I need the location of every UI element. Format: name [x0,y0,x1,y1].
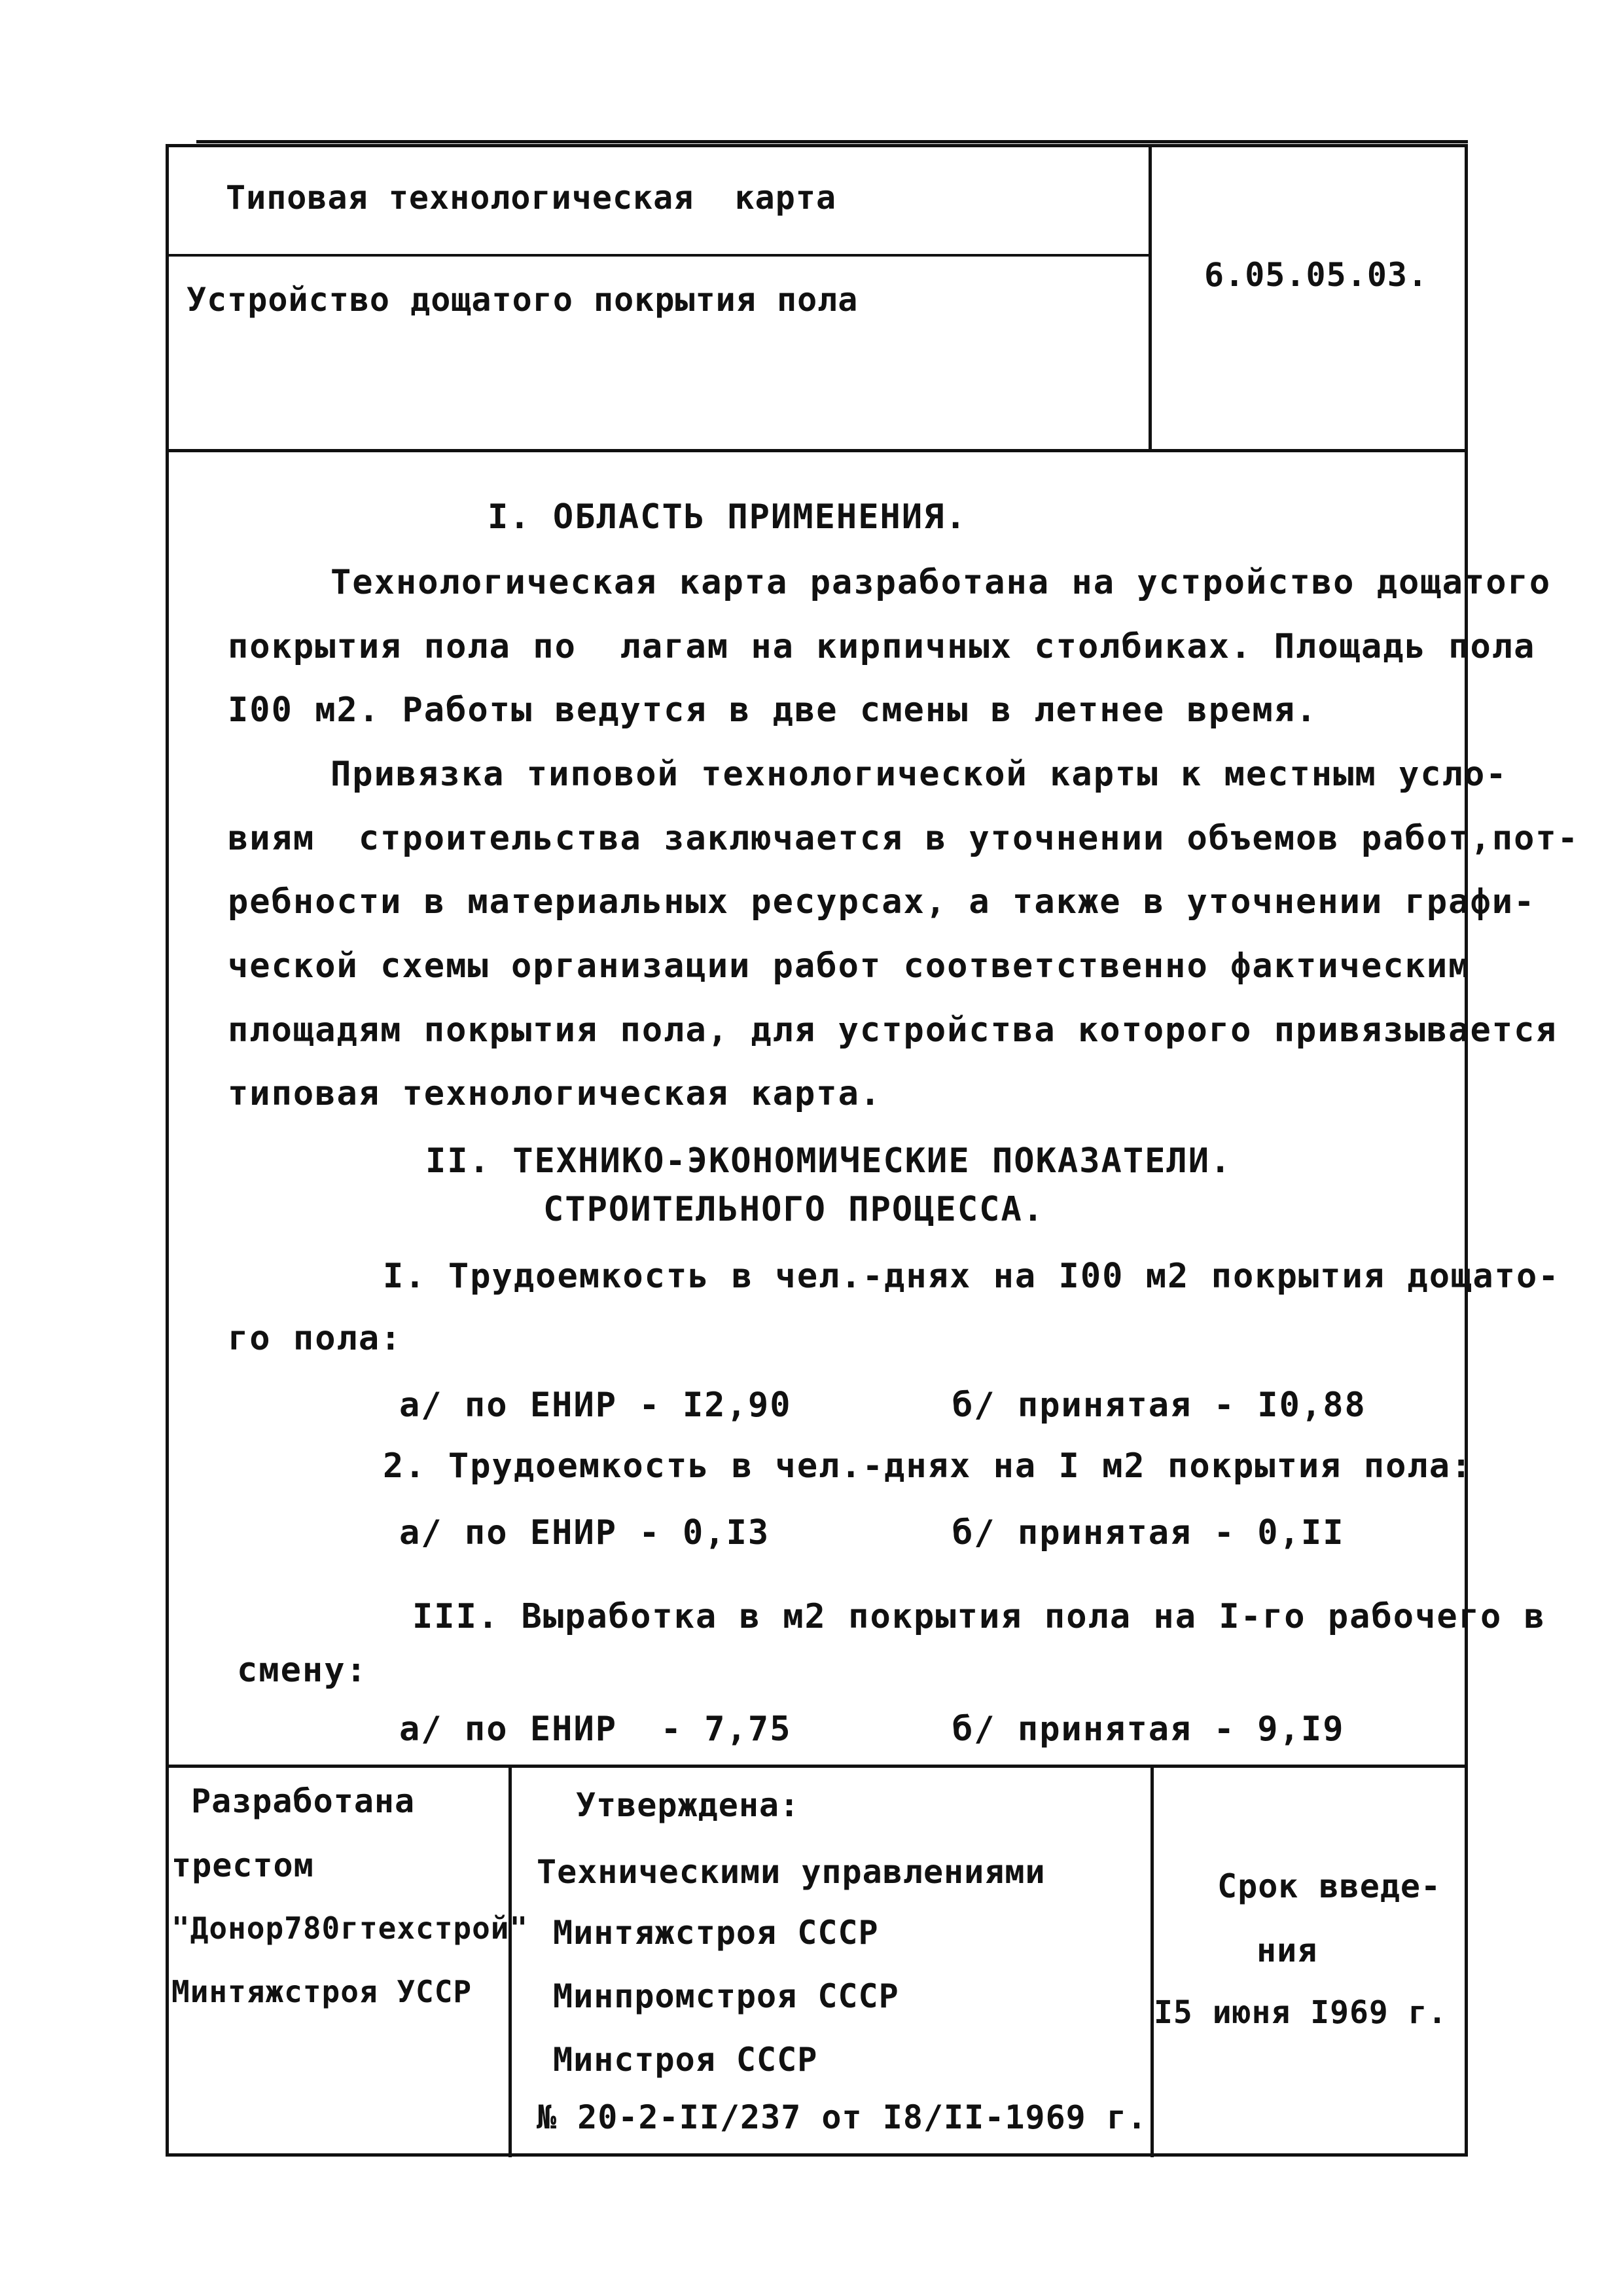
section3-a: а/ по ЕНИР - 7,75 [399,1710,792,1749]
approved-line: № 20-2-II/237 от I8/II-1969 г. [537,2098,1148,2136]
footer-divider-left [508,1765,512,2157]
section1-line: I00 м2. Работы ведутся в две смены в летнее время. [228,691,1318,730]
section1-line: Технологическая карта разработана на устройство дощатого [330,563,1552,602]
section3-line1: III. Выработка в м2 покрытия пола на I-го рабочего в [412,1597,1546,1636]
card-title: Устройство дощатого покрытия пола [187,281,859,319]
section1-heading: I. ОБЛАСТЬ ПРИМЕНЕНИЯ. [488,497,967,537]
card-type: Типовая технологическая карта [226,179,837,217]
approved-line: Минтяжстроя СССР [553,1914,879,1952]
section2-item2-line1: 2. Трудоемкость в чел.-днях на I м2 покрытия пола: [383,1446,1473,1486]
section1-line: покрытия пола по лагам на кирпичных столбиках. Площадь пола [228,627,1536,666]
section2-heading-line2: СТРОИТЕЛЬНОГО ПРОЦЕССА. [543,1190,1045,1229]
section3-line2: смену: [237,1651,368,1690]
section2-heading-line1: II. ТЕХНИКО-ЭКОНОМИЧЕСКИЕ ПОКАЗАТЕЛИ. [425,1141,1232,1181]
section1-line: типовая технологическая карта. [228,1074,882,1113]
section1-line: ческой схемы организации работ соответственно фактическим [228,946,1471,986]
approved-title: Утверждена: [576,1786,800,1824]
header-right-divider [1149,144,1152,452]
header-mid-rule [166,254,1150,257]
section2-item2-a: а/ по ЕНИР - 0,I3 [399,1513,770,1552]
developer-line: Минтяжстроя УССР [171,1974,473,2009]
section2-item1-a: а/ по ЕНИР - I2,90 [399,1386,792,1425]
section2-item1-line2: го пола: [228,1319,402,1358]
approved-line: Минстроя СССР [553,2041,818,2079]
section1-line: виям строительства заключается в уточнении объемов работ,пот- [228,819,1580,858]
section1-line: Привязка типовой технологической карты к местным усло- [330,755,1508,794]
developer-line: трестом [171,1846,314,1884]
footer-top-rule [166,1765,1468,1768]
term-line: Срок введе- [1217,1867,1442,1905]
section1-line: площадям покрытия пола, для устройства которого привязывается [228,1011,1558,1050]
section2-item2-b: б/ принятая - 0,II [952,1513,1345,1552]
card-code: 6.05.05.03. [1204,256,1429,294]
section3-b: б/ принятая - 9,I9 [952,1710,1345,1749]
header-top-rule [196,140,1468,143]
section2-item1-b: б/ принятая - I0,88 [952,1386,1366,1425]
term-line: I5 июня I969 г. [1154,1994,1448,2031]
developer-line: Разработана [191,1782,416,1820]
approved-line: Минпромстроя СССР [553,1977,899,2015]
footer-divider-right [1150,1765,1154,2157]
developer-line: "Донор780гтехстрой" [171,1910,529,1946]
term-line: ния [1257,1931,1318,1969]
header-bottom-rule [166,449,1468,452]
section1-line: ребности в материальных ресурсах, а также в уточнении графи- [228,882,1536,922]
section2-item1-line1: I. Трудоемкость в чел.-днях на I00 м2 покрытия дощато- [383,1257,1560,1296]
approved-line: Техническими управлениями [537,1853,1046,1891]
